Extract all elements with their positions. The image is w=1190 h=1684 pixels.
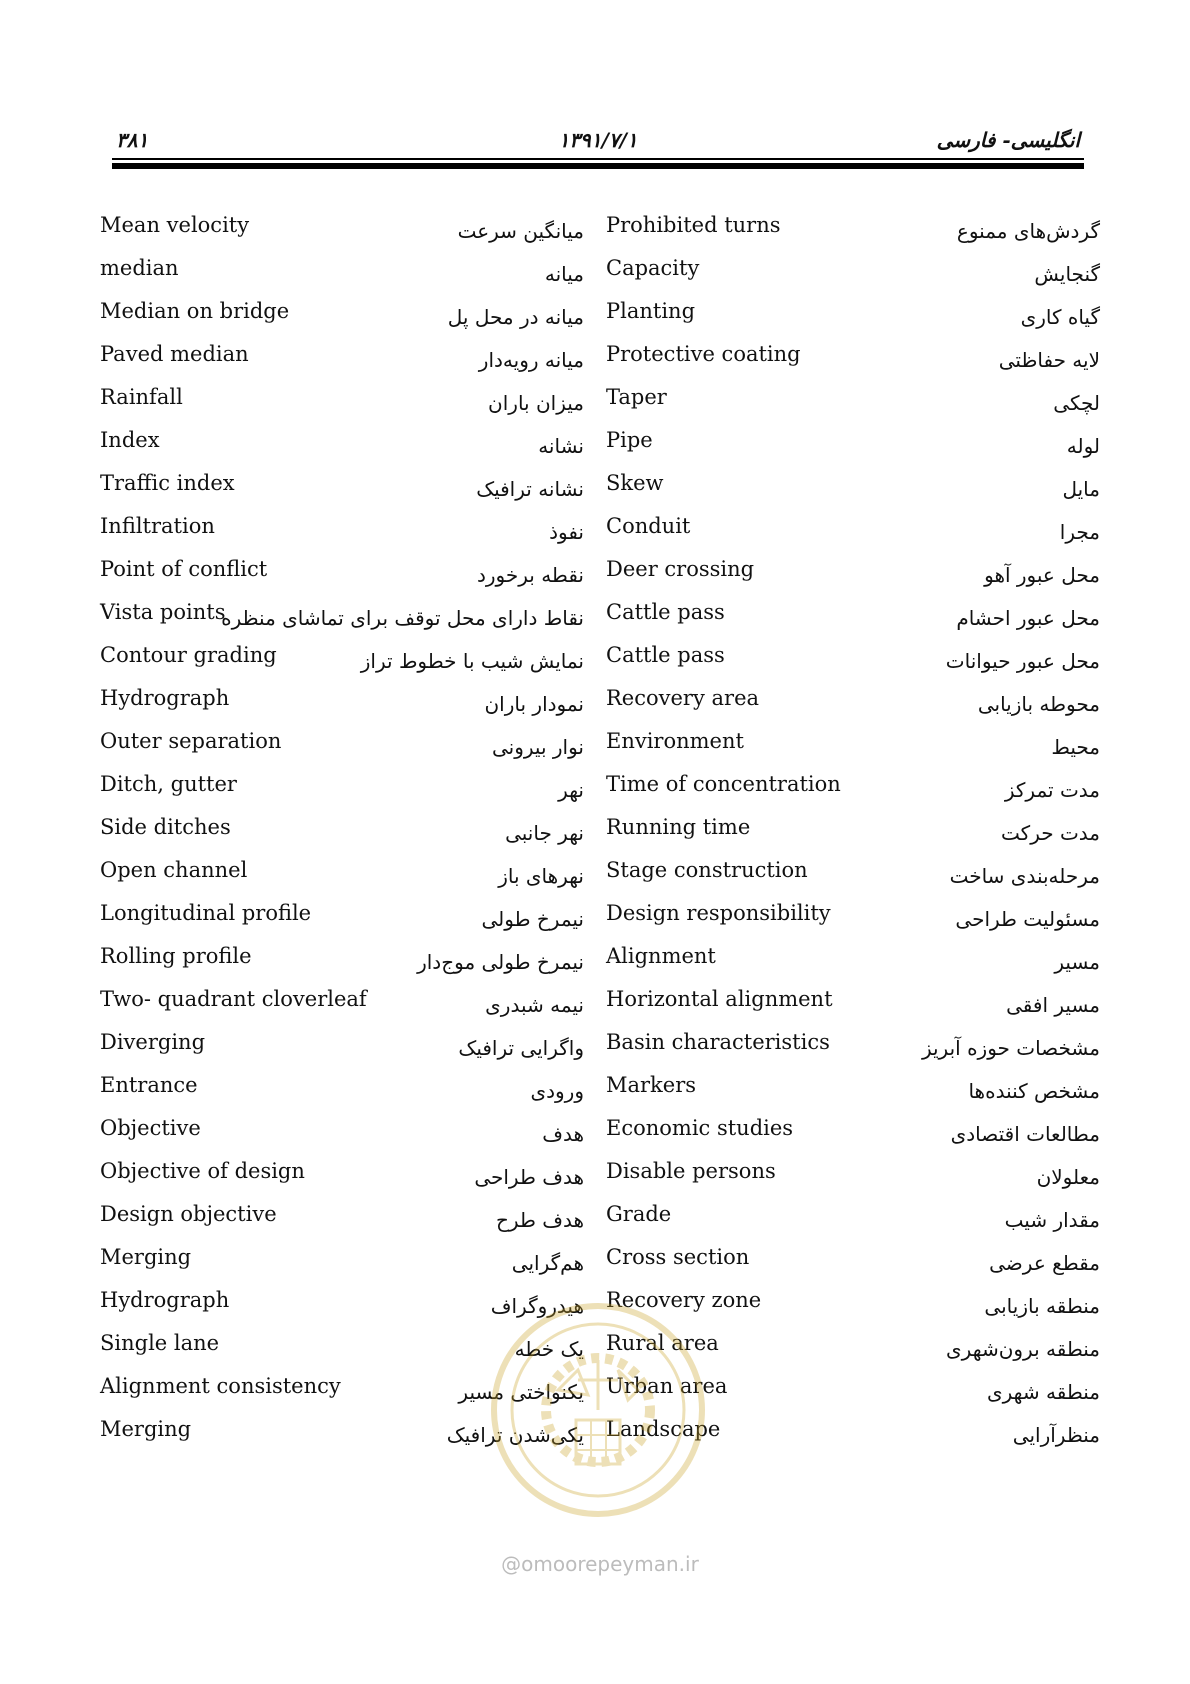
term-english-right: Recovery zone [606,1288,762,1312]
term-persian-right: محوطه بازیابی [977,692,1100,716]
term-persian-left: هدف [542,1122,584,1146]
term-persian-left: یک خطه [514,1337,584,1361]
term-english-right: Running time [606,815,751,839]
term-persian-left: میزان باران [488,391,584,415]
term-persian-right: لایه حفاظتی [998,348,1100,372]
term-persian-left: میانه در محل پل [447,305,584,329]
glossary-table [0,213,1190,1460]
header-date: ۱۳۹۱/۷/۱ [558,128,638,152]
term-persian-left: نشانه [538,434,584,458]
term-english-right: Rural area [606,1331,719,1355]
term-persian-right: مایل [1062,477,1100,501]
term-persian-left: نیمرخ طولی موج‌دار [417,950,584,974]
table-row [0,815,1190,858]
term-persian-left: یکنواختی مسیر [458,1380,584,1404]
term-persian-right: گردش‌های ممنوع [956,219,1100,243]
page-header [112,128,1084,168]
term-english-right: Skew [606,471,664,495]
term-persian-left: میانه رویه‌دار [478,348,584,372]
term-english-left: Design objective [100,1202,277,1226]
term-english-left: Rolling profile [100,944,252,968]
table-row [0,471,1190,514]
term-english-left: Hydrograph [100,1288,230,1312]
term-english-right: Stage construction [606,858,808,882]
term-english-left: Ditch, gutter [100,772,237,796]
term-persian-right: لوله [1066,434,1100,458]
term-persian-left: واگرایی ترافیک [458,1036,584,1060]
table-row [0,557,1190,600]
term-persian-right: منطقه برون‌شهری [946,1337,1100,1361]
table-row [0,256,1190,299]
term-english-right: Design responsibility [606,901,831,925]
term-english-left: Merging [100,1417,192,1441]
table-row [0,987,1190,1030]
term-english-right: Horizontal alignment [606,987,833,1011]
term-english-right: Planting [606,299,696,323]
term-english-left: Median on bridge [100,299,290,323]
term-english-left: Paved median [100,342,249,366]
term-persian-right: مسئولیت طراحی [955,907,1100,931]
term-persian-right: منظرآرایی [1012,1423,1100,1447]
term-persian-left: میانگین سرعت [457,219,584,243]
term-english-left: Traffic index [100,471,235,495]
term-english-left: Point of conflict [100,557,268,581]
table-row [0,1245,1190,1288]
term-persian-right: مطالعات اقتصادی [950,1122,1100,1146]
term-english-right: Protective coating [606,342,801,366]
table-row [0,729,1190,772]
term-persian-left: هیدروگراف [490,1294,584,1318]
term-english-left: Objective of design [100,1159,305,1183]
term-persian-right: محل عبور آهو [984,563,1100,587]
term-persian-right: مجرا [1059,520,1100,544]
watermark-site-text: @omoorepeyman.ir [501,1552,699,1576]
table-row [0,772,1190,815]
term-english-right: Recovery area [606,686,760,710]
term-persian-left: یکی‌شدن ترافیک [446,1423,584,1447]
table-row [0,299,1190,342]
term-english-right: Pipe [606,428,653,452]
term-persian-left: هدف طرح [496,1208,584,1232]
term-english-left: Hydrograph [100,686,230,710]
term-english-left: Diverging [100,1030,206,1054]
term-persian-left: نقطه برخورد [476,563,584,587]
table-row [0,213,1190,256]
term-persian-right: محیط [1051,735,1100,759]
term-english-left: Rainfall [100,385,183,409]
term-english-right: Disable persons [606,1159,776,1183]
term-english-right: Markers [606,1073,697,1097]
term-persian-right: مدت حرکت [1001,821,1100,845]
watermark-seal-logo [488,1300,708,1520]
term-english-left: median [100,256,179,280]
term-persian-left: ورودی [530,1079,584,1103]
table-row [0,342,1190,385]
term-english-left: Two- quadrant cloverleaf [100,987,367,1011]
term-english-right: Environment [606,729,744,753]
term-english-left: Merging [100,1245,192,1269]
term-english-left: Objective [100,1116,201,1140]
term-persian-right: گیاه کاری [1020,305,1100,329]
term-persian-left: نهر [558,778,584,802]
term-english-right: Taper [606,385,667,409]
table-row [0,385,1190,428]
term-persian-left: نهر جانبی [505,821,584,845]
term-persian-right: محل عبور احشام [956,606,1100,630]
term-persian-left: نوار بیرونی [491,735,584,759]
term-persian-right: مشخصات حوزه آبریز [921,1036,1100,1060]
term-persian-right: مشخص کننده‌ها [968,1079,1100,1103]
term-english-right: Alignment [606,944,716,968]
term-persian-left: نهرهای باز [498,864,584,888]
term-english-left: Longitudinal profile [100,901,312,925]
term-english-left: Single lane [100,1331,220,1355]
term-english-right: Grade [606,1202,672,1226]
term-persian-left: نمودار باران [484,692,584,716]
term-english-left: Contour grading [100,643,277,667]
term-english-right: Cattle pass [606,643,725,667]
term-persian-left: نشانه ترافیک [476,477,584,501]
table-row [0,1159,1190,1202]
term-english-right: Urban area [606,1374,728,1398]
term-persian-left: نیمه شبدری [485,993,584,1017]
term-english-right: Cross section [606,1245,750,1269]
term-english-left: Infiltration [100,514,215,538]
table-row [0,514,1190,557]
term-persian-right: مقدار شیب [1004,1208,1100,1232]
term-persian-left: نفوذ [549,520,584,544]
term-english-left: Outer separation [100,729,282,753]
term-persian-right: مسیر افقی [1006,993,1100,1017]
term-english-right: Basin characteristics [606,1030,830,1054]
term-persian-right: لچکی [1053,391,1100,415]
term-english-left: Side ditches [100,815,231,839]
term-english-left: Vista points [100,600,226,624]
term-english-left: Alignment consistency [100,1374,341,1398]
term-persian-right: منطقه بازیابی [984,1294,1100,1318]
table-row [0,428,1190,471]
table-row [0,1073,1190,1116]
term-persian-right: گنجایش [1034,262,1100,286]
header-title: انگلیسی- فارسی [936,128,1080,152]
term-persian-left: هدف طراحی [474,1165,584,1189]
term-english-left: Mean velocity [100,213,250,237]
term-persian-left: نیمرخ طولی [481,907,584,931]
term-persian-right: منطقه شهری [986,1380,1100,1404]
table-row [0,1030,1190,1073]
table-row [0,600,1190,643]
table-row [0,858,1190,901]
term-persian-left: نقاط دارای محل توقف برای تماشای منظره [221,606,584,630]
term-persian-right: مرحله‌بندی ساخت [949,864,1100,888]
header-rule-thin [112,158,1084,160]
term-english-right: Prohibited turns [606,213,781,237]
table-row [0,1202,1190,1245]
table-row [0,643,1190,686]
term-persian-left: نمایش شیب با خطوط تراز [360,649,584,673]
term-persian-left: هم‌گرایی [511,1251,584,1275]
term-english-right: Landscape [606,1417,721,1441]
term-english-left: Entrance [100,1073,198,1097]
table-row [0,901,1190,944]
term-persian-left: میانه [544,262,584,286]
term-persian-right: مسیر [1054,950,1100,974]
term-persian-right: مدت تمرکز [1004,778,1100,802]
term-english-right: Conduit [606,514,691,538]
page-number: ۳۸۱ [116,128,149,152]
term-persian-right: مقطع عرضی [989,1251,1100,1275]
table-row [0,686,1190,729]
term-english-right: Economic studies [606,1116,794,1140]
term-persian-right: معلولان [1036,1165,1100,1189]
header-rule-thick [112,163,1084,169]
term-english-right: Deer crossing [606,557,755,581]
term-english-right: Cattle pass [606,600,725,624]
table-row [0,944,1190,987]
term-english-left: Open channel [100,858,248,882]
term-english-right: Time of concentration [606,772,841,796]
term-persian-right: محل عبور حیوانات [945,649,1100,673]
table-row [0,1116,1190,1159]
term-english-right: Capacity [606,256,700,280]
term-english-left: Index [100,428,160,452]
